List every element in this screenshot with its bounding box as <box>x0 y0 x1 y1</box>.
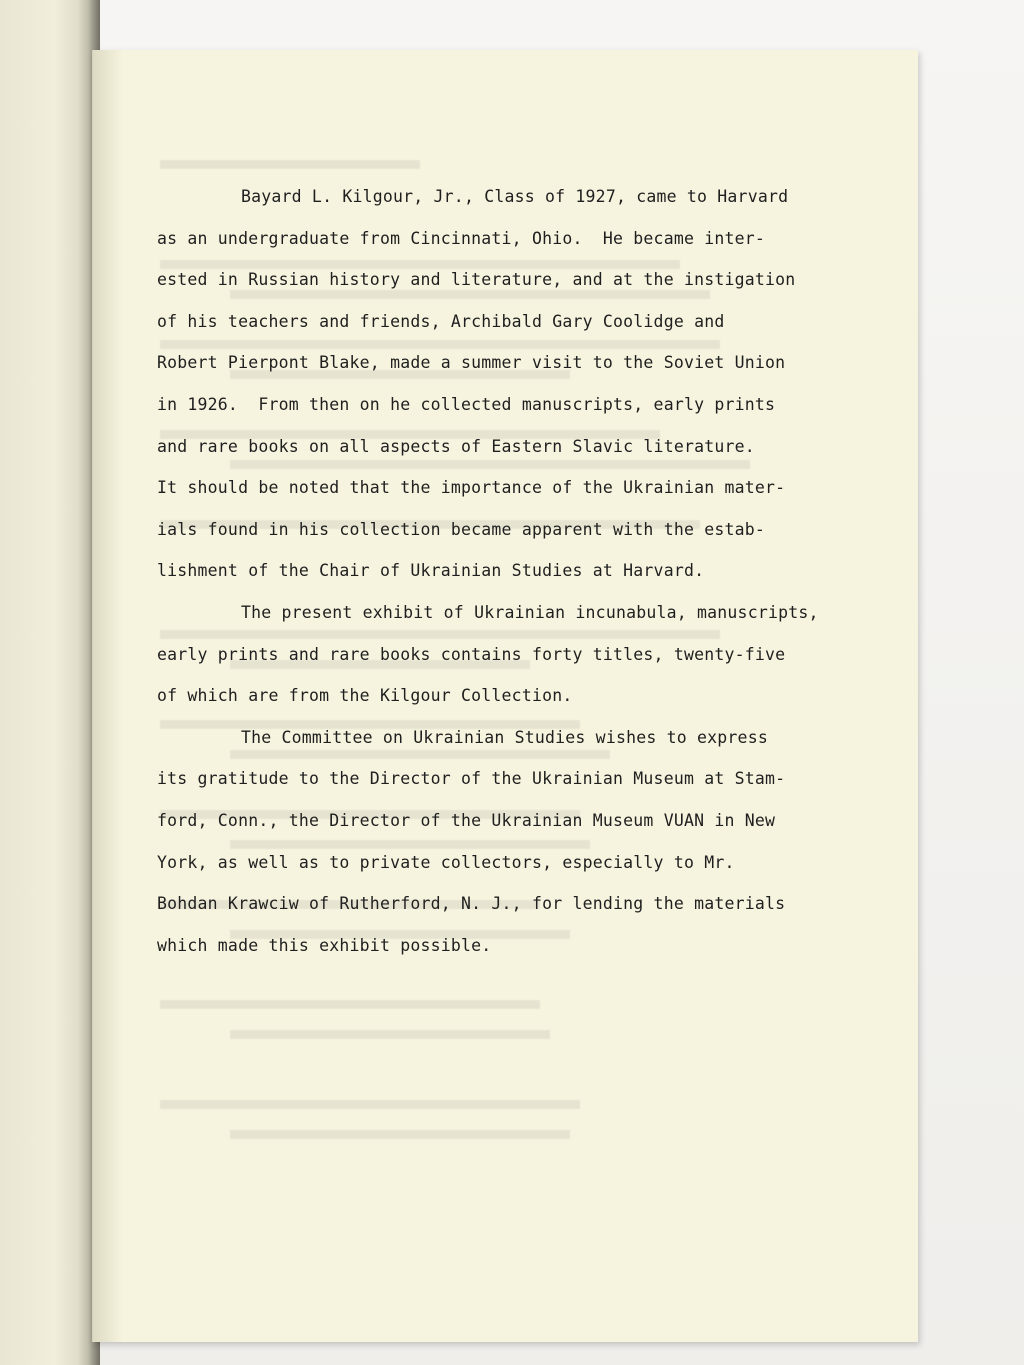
text-line: its gratitude to the Director of the Ukrainian Museum at Stam- <box>157 769 786 789</box>
text-line: Bohdan Krawciw of Rutherford, N. J., for lending the materials <box>157 894 786 914</box>
paragraph-kilgour-background <box>157 176 857 592</box>
text-line: lishment of the Chair of Ukrainian Studies at Harvard. <box>157 561 705 581</box>
paragraph-exhibit-contents <box>157 592 857 717</box>
paragraph-acknowledgements <box>157 717 857 967</box>
text-line: of which are from the Kilgour Collection. <box>157 686 573 706</box>
text-line: ested in Russian history and literature, and at the instigation <box>157 270 796 290</box>
text-line: early prints and rare books contains forty titles, twenty-five <box>157 644 786 664</box>
text-line: and rare books on all aspects of Eastern Slavic literature. <box>157 436 755 456</box>
text-line: Robert Pierpont Blake, made a summer visit to the Soviet Union <box>157 353 786 373</box>
typed-letter-body <box>157 176 857 966</box>
text-line: as an undergraduate from Cincinnati, Ohio. He became inter- <box>157 228 766 248</box>
text-line: It should be noted that the importance of the Ukrainian mater- <box>157 478 786 498</box>
text-line: ials found in his collection became apparent with the estab- <box>157 519 766 539</box>
text-line: The present exhibit of Ukrainian incunabula, manuscripts, <box>241 602 819 622</box>
text-line: in 1926. From then on he collected manuscripts, early prints <box>157 394 776 414</box>
text-line: The Committee on Ukrainian Studies wishes to express <box>241 727 768 747</box>
text-line: York, as well as to private collectors, especially to Mr. <box>157 852 735 872</box>
text-line: which made this exhibit possible. <box>157 935 492 955</box>
text-line: of his teachers and friends, Archibald Gary Coolidge and <box>157 311 725 331</box>
text-line: Bayard L. Kilgour, Jr., Class of 1927, came to Harvard <box>241 187 789 206</box>
text-line: ford, Conn., the Director of the Ukrainian Museum VUAN in New <box>157 810 776 830</box>
